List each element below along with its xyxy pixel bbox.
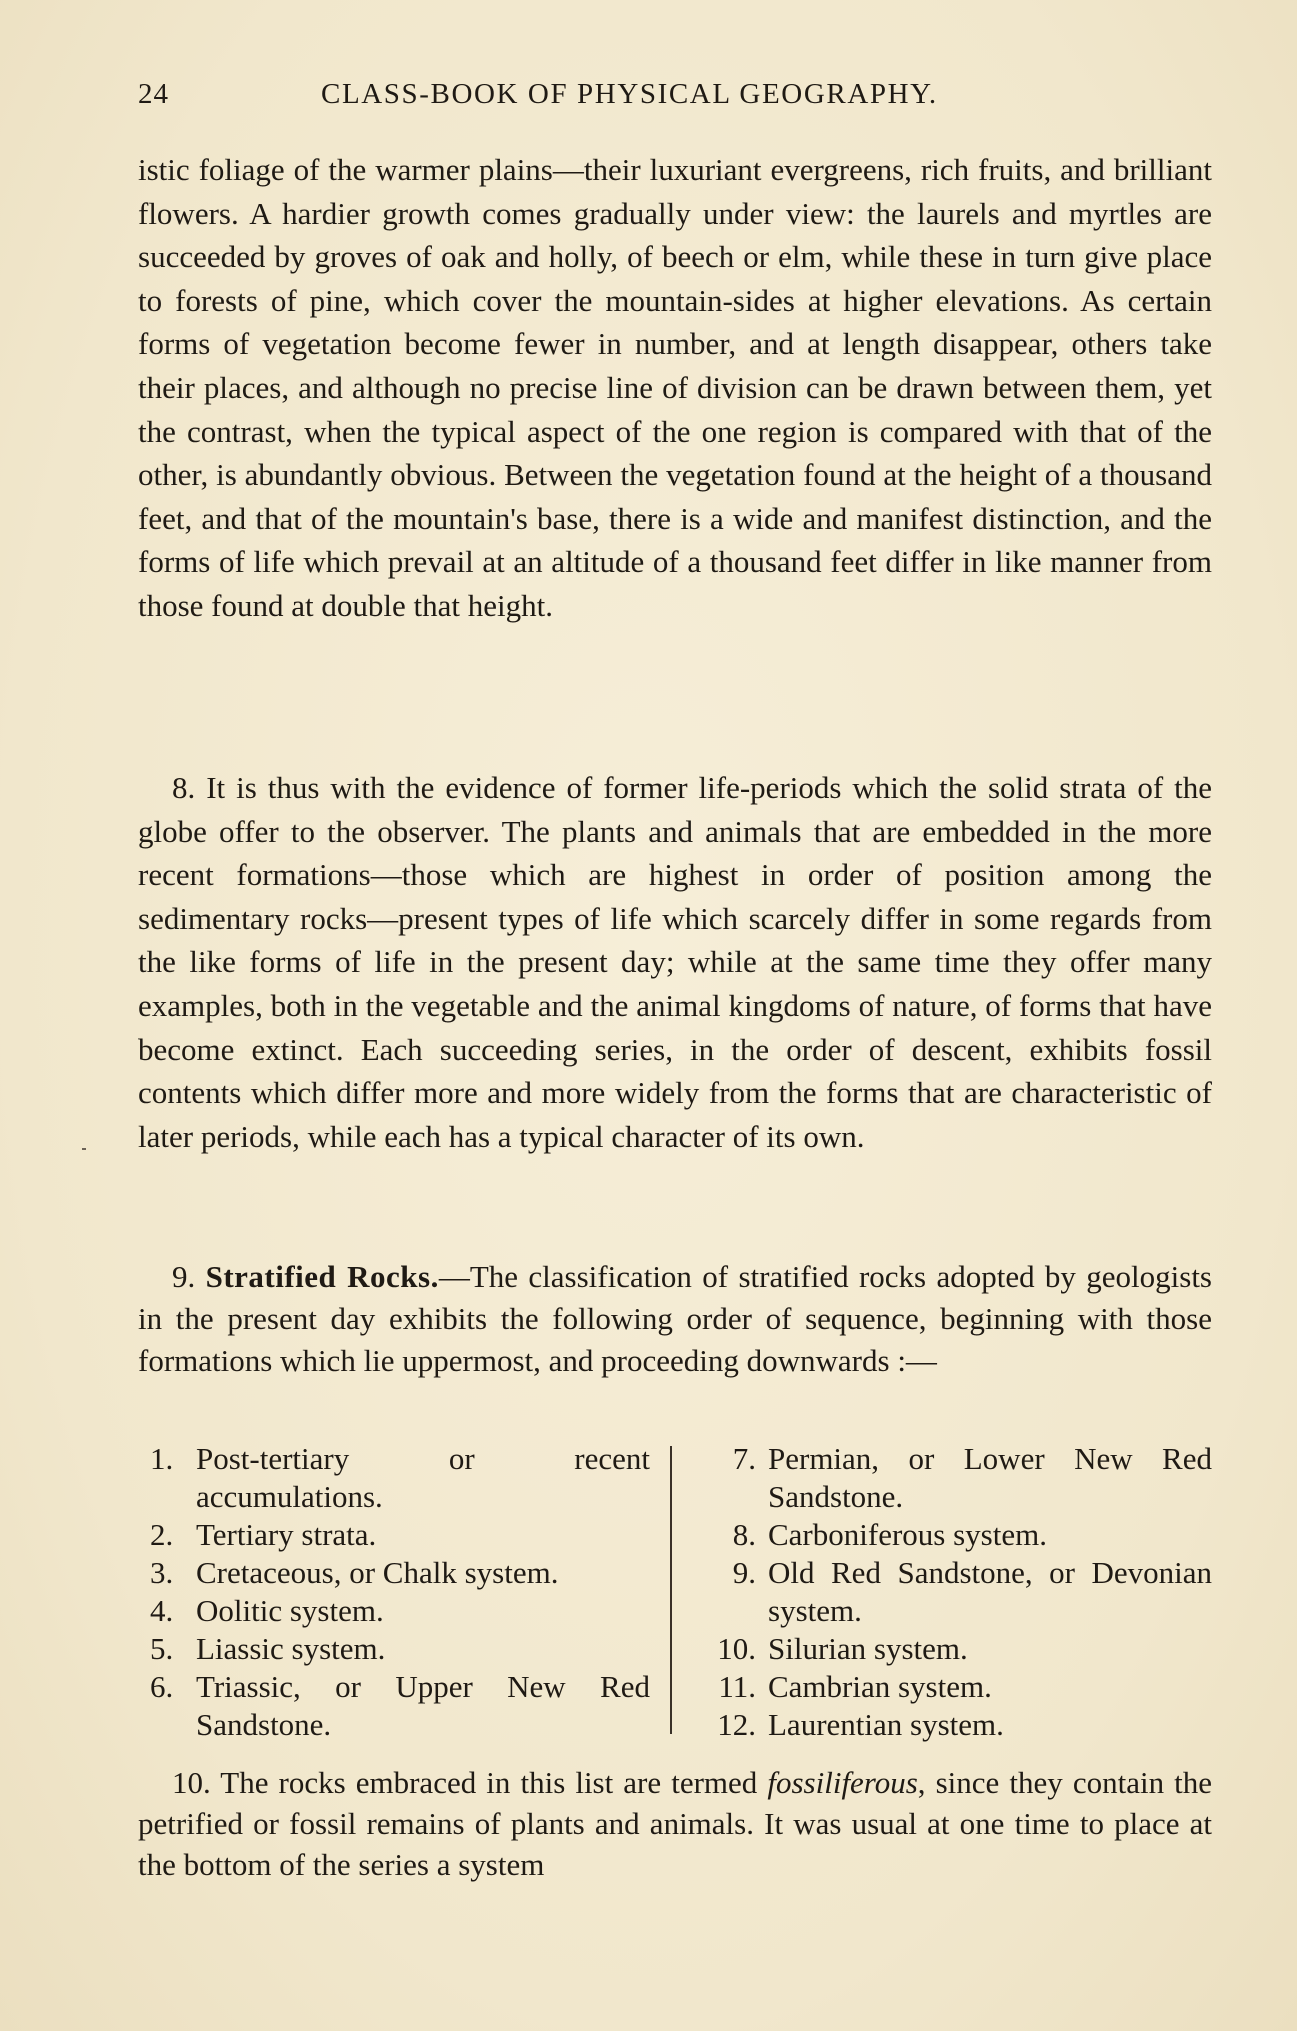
running-title: CLASS-BOOK OF PHYSICAL GEOGRAPHY. [321, 78, 938, 110]
list-item-number: 4. [150, 1593, 174, 1628]
rock-classification-list [150, 1440, 1212, 1740]
list-item-number: 1. [150, 1441, 174, 1476]
list-item [150, 1630, 650, 1668]
paragraph-text: 8. It is thus with the evidence of former life-periods which the solid strata of the globe offer to the observer. The plants and animals that are embedded in the more recent formations—those which are highest in order of position among the sedimentary rocks—present types of life which scarcely differ in some regards from the like forms of life in the present day; while at the same time they offer many examples, both in the vegetable and the animal kingdoms of nature, of forms that have become extinct. Each succeeding series, in the order of descent, exhibits fossil contents which differ more and more widely from the forms that are characteristic of later periods, while each has a typical character of its own. [138, 770, 1212, 1154]
list-item [150, 1668, 650, 1744]
paragraph-continuation [138, 148, 1212, 628]
print-speck [82, 1148, 86, 1150]
list-item-number: 12. [717, 1707, 756, 1742]
list-item [710, 1554, 1212, 1630]
list-item-number: 11. [718, 1669, 756, 1704]
list-item-text: Silurian system. [768, 1631, 968, 1666]
list-item [150, 1554, 650, 1592]
list-item [150, 1440, 650, 1516]
list-item-text: Oolitic system. [196, 1593, 384, 1628]
list-item [710, 1630, 1212, 1668]
list-item-number: 9. [732, 1555, 756, 1590]
list-item-text: Old Red Sandstone, or Devonian system. [768, 1555, 1212, 1628]
paragraph-9 [138, 1256, 1212, 1382]
list-item-text: Laurentian system. [768, 1707, 1004, 1742]
paragraph-10 [138, 1762, 1212, 1885]
page-number: 24 [138, 78, 169, 110]
paragraph-text: —The classification of stratified rocks adopted by geologists in the present day exhibits the following order of sequence, beginning with those formations which lie uppermost, and proceeding downwards :— [138, 1259, 1212, 1378]
paragraph-8 [138, 766, 1212, 1158]
section-heading: Stratified Rocks. [205, 1259, 439, 1294]
list-item-number: 3. [150, 1555, 174, 1590]
list-item-number: 8. [732, 1517, 756, 1552]
italic-term: fossiliferous [767, 1765, 918, 1800]
list-item [710, 1440, 1212, 1516]
list-item [710, 1706, 1212, 1744]
list-column-right [710, 1440, 1212, 1744]
list-column-left [150, 1440, 650, 1744]
list-item-text: Carboniferous system. [768, 1517, 1047, 1552]
list-item [150, 1592, 650, 1630]
list-item-text: Triassic, or Upper New Red Sandstone. [196, 1669, 650, 1742]
list-item [150, 1516, 650, 1554]
paragraph-text: istic foliage of the warmer plains—their luxuriant evergreens, rich fruits, and brilliant flowers. A hardier growth comes gradually under view: the laurels and myrtles are succeeded by groves of oak and holly, of beech or elm, while these in turn give place to forests of pine, which cover the mountain-sides at higher elevations. As certain forms of vegetation become fewer in number, and at length disappear, others take their places, and although no precise line of division can be drawn between them, yet the contrast, when the typical aspect of the one region is compared with that of the other, is abundantly obvious. Between the vegetation found at the height of a thousand feet, and that of the mountain's base, there is a wide and manifest distinction, and the forms of life which prevail at an altitude of a thousand feet differ in like manner from those found at double that height. [138, 152, 1212, 623]
list-item-text: Cambrian system. [768, 1669, 992, 1704]
list-item-number: 2. [150, 1517, 174, 1552]
paragraph-number: 9. [172, 1259, 196, 1294]
paragraph-text: , since they contain the petrified or fossil remains of plants and animals. It was usual at one time to place at the bottom of the series a system [138, 1765, 1213, 1882]
list-item-number: 6. [150, 1669, 174, 1704]
list-item-text: Cretaceous, or Chalk system. [196, 1555, 559, 1590]
list-item [710, 1516, 1212, 1554]
list-item [710, 1668, 1212, 1706]
list-item-number: 7. [732, 1441, 756, 1476]
column-divider [670, 1446, 672, 1734]
list-item-text: Liassic system. [196, 1631, 386, 1666]
list-item-text: Permian, or Lower New Red Sandstone. [768, 1441, 1212, 1514]
list-item-number: 5. [150, 1631, 174, 1666]
list-item-text: Tertiary strata. [196, 1517, 377, 1552]
running-header [138, 78, 1038, 118]
list-item-number: 10. [717, 1631, 756, 1666]
paragraph-text: 10. The rocks embraced in this list are termed [172, 1765, 768, 1800]
list-item-text: Post-tertiary or recent accumulations. [196, 1441, 650, 1514]
